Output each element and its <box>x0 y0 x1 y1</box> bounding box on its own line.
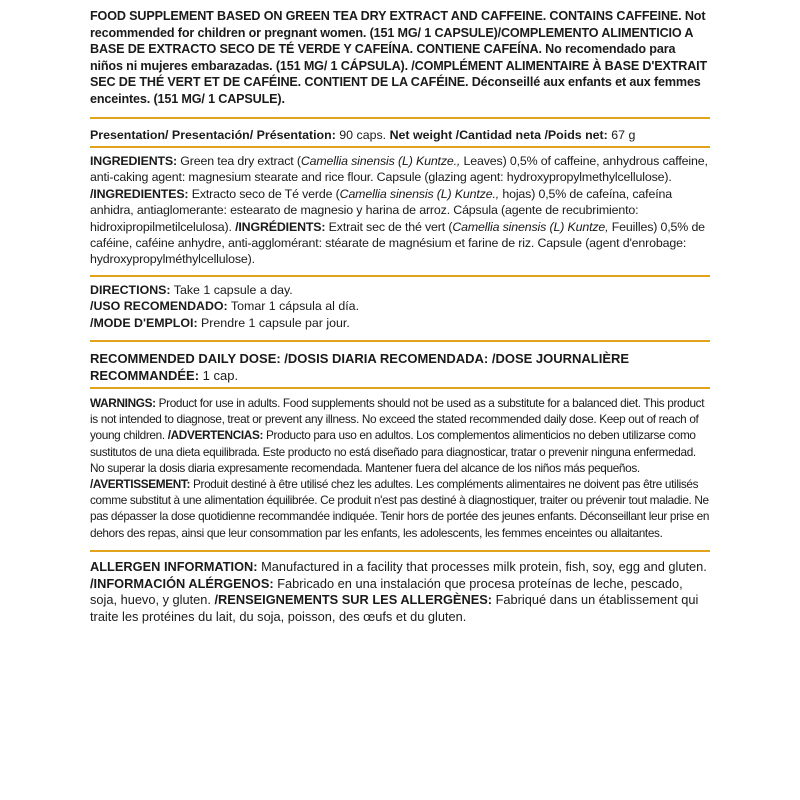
warnings-text-fr: Produit destiné à être utilisé chez les adultes. Les compléments alimentaires ne doivent pas être utilisés comme substitut à une alimentation équilibrée. Ce produit n'est pas destiné à diagnostiquer, traiter ou prévenir tout maladie. Ne pas dépasser la dose quotidienne recommandée indiquée. Tenir hors de portée des jeunes enfants. Déconseillant leur prise en dehors des repas, ainsi que leur consommation par les enfants, les adolescents, les femmes enceintes ou allaitantes. <box>90 477 710 540</box>
directions-label-fr: /MODE D'EMPLOI: <box>90 315 198 330</box>
divider-rule <box>90 146 710 148</box>
directions-value-fr: Prendre 1 capsule par jour. <box>197 315 350 330</box>
directions-label-es: /USO RECOMENDADO: <box>90 299 228 314</box>
allergen-section <box>90 556 710 626</box>
divider-rule <box>90 340 710 342</box>
intro-statement <box>90 8 710 111</box>
daily-dose-value: 1 cap. <box>199 368 239 384</box>
directions-value-en: Take 1 capsule a day. <box>170 282 293 297</box>
warnings-label-fr: /AVERTISSEMENT: <box>90 477 191 492</box>
warnings-label-es: /ADVERTENCIAS: <box>167 428 264 443</box>
directions-label-en: DIRECTIONS: <box>90 282 171 297</box>
ingredients-label-fr: /INGRÉDIENTS: <box>235 219 326 234</box>
ingredients-text-en: Green tea dry extract ( <box>177 153 301 168</box>
ingredients-label-en: INGREDIENTS: <box>90 153 178 168</box>
ingredients-section <box>90 150 710 271</box>
net-weight-label: Net weight /Cantidad neta /Poids net: <box>389 127 608 142</box>
species-name-es: Camellia sinensis (L) Kuntze., <box>339 186 500 201</box>
directions-value-es: Tomar 1 cápsula al día. <box>227 299 360 314</box>
divider-rule <box>90 117 710 119</box>
daily-dose-label: RECOMMENDED DAILY DOSE: /DOSIS DIARIA RECOMENDADA: /DOSE JOURNALIÈRE RECOMMANDÉE: <box>90 351 630 384</box>
allergen-text-es: Fabricado en una instalación que procesa proteínas de leche, pescado, soja, huevo, y gluten. <box>90 575 683 608</box>
divider-rule <box>90 550 710 552</box>
ingredients-text-es: Extracto seco de Té verde ( <box>188 186 340 201</box>
ingredients-label-es: /INGREDIENTES: <box>90 186 189 201</box>
supplement-label-panel <box>90 8 710 626</box>
allergen-text-en: Manufactured in a facility that processes milk protein, fish, soy, egg and gluten. <box>257 558 707 574</box>
ingredients-text-fr: Extrait sec de thé vert ( <box>325 219 453 234</box>
allergen-label-en: ALLERGEN INFORMATION: <box>90 558 258 574</box>
warnings-section <box>90 392 710 544</box>
warnings-label-en: WARNINGS: <box>90 396 156 411</box>
ingredients-text-en-2: Leaves) 0,5% of caffeine, anhydrous caffeine, anti-caking agent: magnesium stearate and rice flour. Capsule (glazing agent: hydroxypropylmethylcellulose). <box>90 153 708 185</box>
directions-row-en <box>90 282 710 298</box>
species-name-fr: Camellia sinensis (L) Kuntze, <box>452 219 609 234</box>
allergen-label-fr: /RENSEIGNEMENTS SUR LES ALLERGÈNES: <box>214 592 493 608</box>
presentation-value: 90 caps. <box>339 127 387 142</box>
presentation-section <box>90 124 710 146</box>
warnings-text-es: Producto para uso en adultos. Los complementos alimenticios no deben utilizarse como sustitutos de una dieta equilibrada. Este producto no está diseñado para diagnosticar, tratar o prevenir ninguna enfermedad. No superar la dosis diaria expresamente recomendada. Mantener fuera del alcance de los niños más pequeños. <box>90 428 696 475</box>
ingredients-text-fr-2: Feuilles) 0,5% de caféine, caféine anhydre, anti-agglomérant: stéarate de magnésium et farine de riz. Capsule (agent d'enrobage: hydroxypropylméthylcellulose). <box>90 219 705 267</box>
presentation-label: Presentation/ Presentación/ Présentation: <box>90 127 336 142</box>
net-weight-value: 67 g <box>611 127 636 142</box>
directions-section <box>90 279 710 334</box>
directions-row-es <box>90 298 710 314</box>
divider-rule <box>90 275 710 277</box>
allergen-label-es: /INFORMACIÓN ALÉRGENOS: <box>90 575 274 591</box>
intro-text: FOOD SUPPLEMENT BASED ON GREEN TEA DRY EXTRACT AND CAFFEINE. CONTAINS CAFFEINE. Not recommended for children or pregnant women. (151 MG/ 1 CAPSULE)/COMPLEMENTO ALIMENTICIO A BASE DE EXTRACTO SECO DE TÉ VERDE Y CAFEÍNA. CONTIENE CAFEÍNA. No recomendado para niños ni mujeres embarazadas. (151 MG/ 1 CÁPSULA). /COMPLÉMENT ALIMENTAIRE À BASE D'EXTRAIT SEC DE THÉ VERT ET DE CAFÉINE. CONTIENT DE LA CAFÉINE. Déconseillé aux enfants et aux femmes enceintes. (151 MG/ 1 CAPSULE). <box>90 9 708 106</box>
ingredients-text-es-2: hojas) 0,5% de cafeína, cafeína anhidra, antiaglomerante: estearato de magnesio y harina de arroz. Cápsula (agente de recubrimiento: hidroxipropilmetilcelulosa). <box>90 186 672 234</box>
species-name-en: Camellia sinensis (L) Kuntze., <box>300 153 461 168</box>
directions-row-fr <box>90 315 710 331</box>
divider-rule <box>90 387 710 389</box>
allergen-text-fr: Fabriqué dans un établissement qui traite les protéines du lait, du soja, poisson, des œufs et du gluten. <box>90 592 699 625</box>
warnings-text-en: Product for use in adults. Food supplements should not be used as a substitute for a balanced diet. This product is not intended to diagnose, treat or prevent any illness. No exceed the stated recommended daily dose. Keep out of reach of young children. <box>90 396 705 443</box>
daily-dose-section <box>90 347 710 387</box>
